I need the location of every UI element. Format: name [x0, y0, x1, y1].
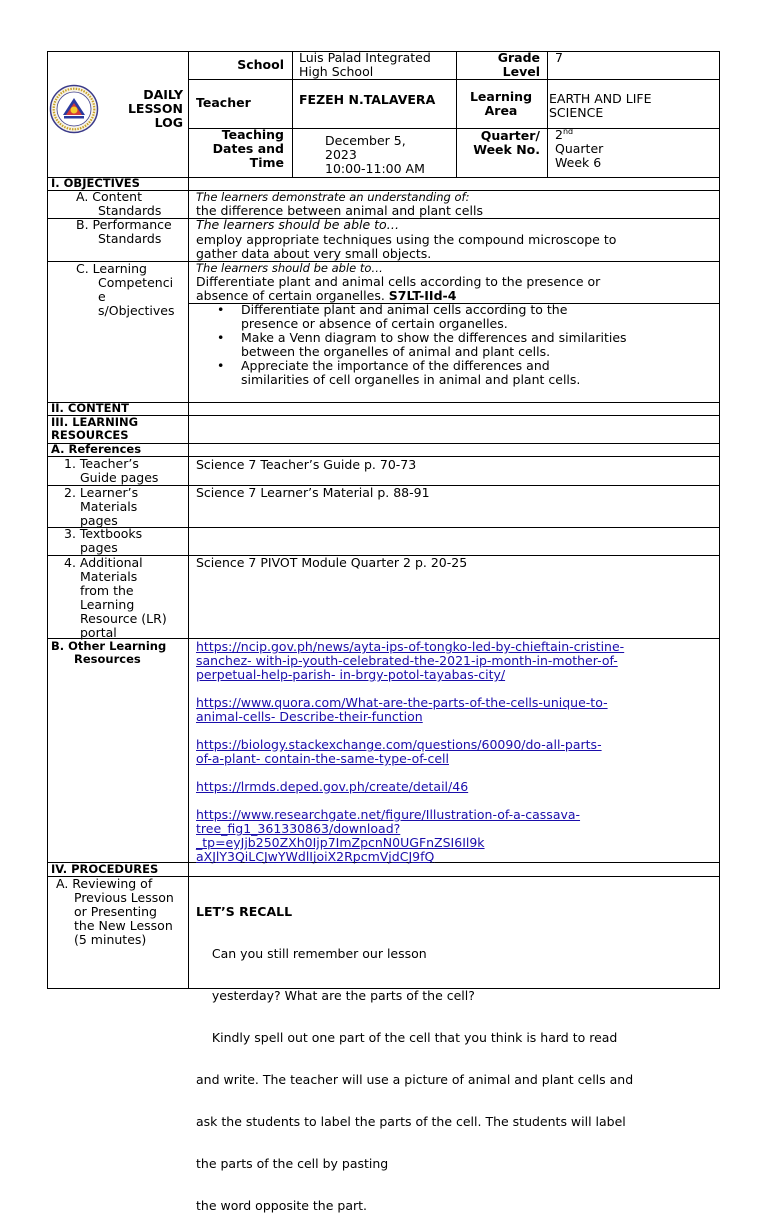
- recall-title: LET’S RECALL: [196, 904, 293, 919]
- area-label-line: Area: [484, 103, 518, 118]
- label-line: Resources: [74, 652, 141, 666]
- label-line: pages: [80, 540, 118, 555]
- list-item: • Make a Venn diagram to show the differences and similarities between the organelles of animal and plant cells.: [217, 330, 627, 359]
- text-line: Differentiate plant and animal cells according to the presence or: [196, 274, 601, 289]
- grade-label-line: Grade: [497, 50, 540, 65]
- link-line[interactable]: perpetual-help-parish- in-brgy-potol-tayabas-city/: [196, 667, 506, 682]
- learning-area-value: [549, 92, 651, 120]
- label-line: A. Reviewing of: [56, 876, 153, 891]
- content-heading: II. CONTENT: [51, 401, 129, 415]
- resource-link-researchgate[interactable]: [196, 808, 624, 864]
- bullet-line: Make a Venn diagram to show the differences and similarities: [241, 330, 627, 345]
- school-value-line: Luis Palad Integrated: [299, 50, 431, 65]
- recall-line: yesterday? What are the parts of the cell?: [196, 988, 475, 1003]
- list-item: • Appreciate the importance of the differences and similarities of cell organelles in animal and plant cells.: [241, 359, 627, 387]
- dates-value-line: December 5,: [325, 133, 406, 148]
- label-line: 1. Teacher’s: [64, 456, 139, 471]
- bullet-line: similarities of cell organelles in animal and plant cells.: [241, 372, 581, 387]
- learning-resources-heading: [51, 416, 138, 442]
- dates-label-line: Time: [249, 155, 284, 170]
- text-line: employ appropriate techniques using the compound microscope to: [196, 232, 617, 247]
- school-label: School: [237, 57, 284, 72]
- procedures-heading: IV. PROCEDURES: [51, 862, 159, 876]
- learning-area-label: [460, 90, 542, 118]
- dates-value-line: 2023: [325, 147, 357, 162]
- label-line: 4. Additional: [64, 555, 143, 570]
- label-line: A. Content: [76, 189, 142, 204]
- label-line: Standards: [98, 203, 162, 218]
- text-line: absence of certain organelles.: [196, 288, 385, 303]
- recall-section: [196, 877, 633, 1227]
- references-heading: A. References: [51, 442, 142, 456]
- recall-line: the parts of the cell by pasting: [196, 1156, 389, 1171]
- label-line: Materials: [80, 569, 138, 584]
- label-line: from the: [80, 583, 134, 598]
- quarter-number: 2: [555, 127, 563, 142]
- link-line[interactable]: https://www.quora.com/What-are-the-parts-of-the-cells-unique-to-: [196, 695, 608, 710]
- additional-materials-value: Science 7 PIVOT Module Quarter 2 p. 20-25: [196, 555, 468, 570]
- heading-line: RESOURCES: [51, 428, 129, 442]
- title-line: DAILY: [143, 87, 183, 102]
- area-value-line: SCIENCE: [549, 105, 604, 120]
- recall-line: Can you still remember our lesson: [196, 946, 427, 961]
- resource-link-lrmds[interactable]: [196, 780, 624, 794]
- recall-line: ask the students to label the parts of the cell. The students will label: [196, 1114, 626, 1129]
- area-value-line: EARTH AND LIFE: [549, 91, 652, 106]
- recall-line: Kindly spell out one part of the cell that you think is hard to read: [196, 1030, 618, 1045]
- link-line[interactable]: aXJlY3QiLCJwYWdlIjoiX2RpcmVjdCJ9fQ: [196, 849, 435, 864]
- additional-materials-label: [64, 556, 167, 640]
- text-line: gather data about very small objects.: [196, 246, 432, 261]
- label-line: pages: [80, 513, 118, 528]
- area-label-line: Learning: [469, 89, 533, 104]
- bullet-line: presence or absence of certain organelles.: [241, 316, 508, 331]
- bullet-line: between the organelles of animal and plant cells.: [241, 344, 551, 359]
- title-line: LESSON: [127, 101, 183, 116]
- content-standards-label: [76, 190, 161, 218]
- resource-link-ncip[interactable]: [196, 640, 624, 682]
- teaching-dates-value: [325, 134, 425, 176]
- school-value: [299, 51, 431, 79]
- grade-label: [460, 51, 540, 79]
- label-line: Competenci: [98, 275, 174, 290]
- label-line: B. Performance: [76, 217, 172, 232]
- objectives-heading: I. OBJECTIVES: [51, 176, 140, 190]
- dates-value-line: 10:00-11:00 AM: [325, 161, 425, 176]
- performance-standards-label: [76, 218, 172, 246]
- link-line[interactable]: https://lrmds.deped.gov.ph/create/detail/46: [196, 779, 469, 794]
- link-line[interactable]: https://ncip.gov.ph/news/ayta-ips-of-tongko-led-by-chieftain-cristine-: [196, 639, 625, 654]
- school-value-line: High School: [299, 64, 374, 79]
- performance-standards-text: [196, 233, 616, 261]
- link-line[interactable]: _tp=eyJjb250ZXh0Ijp7ImZpcnN0UGFnZSI6Il9k: [196, 835, 485, 850]
- document-title: [110, 88, 183, 130]
- teacher-label: Teacher: [196, 95, 251, 110]
- teachers-guide-value: Science 7 Teacher’s Guide p. 70-73: [196, 457, 417, 472]
- resource-link-quora[interactable]: [196, 696, 624, 724]
- link-line[interactable]: sanchez- with-ip-youth-celebrated-the-2021-ip-month-in-mother-of-: [196, 653, 618, 668]
- grade-value: 7: [555, 50, 563, 65]
- label-line: the New Lesson: [74, 918, 173, 933]
- grade-label-line: Level: [502, 64, 540, 79]
- deped-seal-icon: [49, 84, 99, 134]
- list-item: • Differentiate plant and animal cells according to the presence or absence of certain organelles.: [241, 303, 627, 331]
- content-standards-text: the difference between animal and plant cells: [196, 203, 483, 218]
- content-standards-intro: The learners demonstrate an understanding of:: [196, 190, 470, 204]
- bullet-line: Differentiate plant and animal cells according to the: [241, 302, 568, 317]
- quarter-label-line: Week No.: [473, 142, 540, 157]
- recall-line: the word opposite the part.: [196, 1198, 367, 1213]
- quarter-suffix: nd: [562, 126, 574, 136]
- label-line: C. Learning: [76, 261, 147, 276]
- competency-text: [196, 275, 600, 303]
- heading-line: III. LEARNING: [51, 415, 139, 429]
- objectives-bullet-list: [217, 302, 627, 387]
- teachers-guide-label: [64, 457, 158, 485]
- label-line: (5 minutes): [74, 932, 147, 947]
- label-line: Resource (LR): [80, 611, 167, 626]
- reviewing-lesson-label: [56, 877, 174, 947]
- label-line: Materials: [80, 499, 138, 514]
- quarter-value-line: Week 6: [555, 155, 602, 170]
- link-line[interactable]: https://www.researchgate.net/figure/Illustration-of-a-cassava-: [196, 807, 581, 822]
- learning-competencies-label: [76, 262, 175, 318]
- resource-link-stackexchange[interactable]: [196, 738, 624, 766]
- link-line[interactable]: animal-cells- Describe-their-function: [196, 709, 423, 724]
- link-line[interactable]: tree_fig1_361330863/download?: [196, 821, 401, 836]
- label-line: Learning: [80, 597, 135, 612]
- label-line: B. Other Learning: [51, 639, 167, 653]
- quarter-value-line: Quarter: [555, 141, 604, 156]
- link-line[interactable]: of-a-plant- contain-the-same-type-of-cell: [196, 751, 449, 766]
- bullet-line: Appreciate the importance of the differences and: [241, 358, 550, 373]
- label-line: Previous Lesson: [74, 890, 174, 905]
- learners-material-value: Science 7 Learner’s Material p. 88-91: [196, 485, 430, 500]
- title-line: LOG: [154, 115, 183, 130]
- competency-intro: The learners should be able to…: [196, 261, 383, 275]
- teacher-value: FEZEH N.TALAVERA: [299, 92, 436, 107]
- label-line: Standards: [98, 231, 162, 246]
- label-line: 3. Textbooks: [64, 526, 143, 541]
- competency-code: S7LT-IId-4: [388, 288, 457, 303]
- dates-label-line: Dates and: [212, 141, 284, 156]
- label-line: Guide pages: [80, 470, 159, 485]
- textbooks-label: [64, 527, 142, 555]
- dates-label-line: Teaching: [221, 127, 284, 142]
- recall-line: and write. The teacher will use a picture of animal and plant cells and: [196, 1072, 634, 1087]
- label-line: 2. Learner’s: [64, 485, 139, 500]
- other-resources-links: [196, 640, 624, 864]
- quarter-label-line: Quarter/: [480, 128, 540, 143]
- performance-standards-intro: The learners should be able to…: [196, 217, 400, 232]
- other-resources-label: [51, 640, 166, 666]
- label-line: s/Objectives: [98, 303, 175, 318]
- quarter-value: [555, 128, 603, 170]
- quarter-label: [460, 129, 540, 157]
- learners-material-label: [64, 486, 138, 528]
- label-line: e: [98, 289, 106, 304]
- teaching-dates-label: [190, 128, 284, 170]
- link-line[interactable]: https://biology.stackexchange.com/questions/60090/do-all-parts-: [196, 737, 602, 752]
- label-line: or Presenting: [74, 904, 157, 919]
- label-line: portal: [80, 625, 117, 640]
